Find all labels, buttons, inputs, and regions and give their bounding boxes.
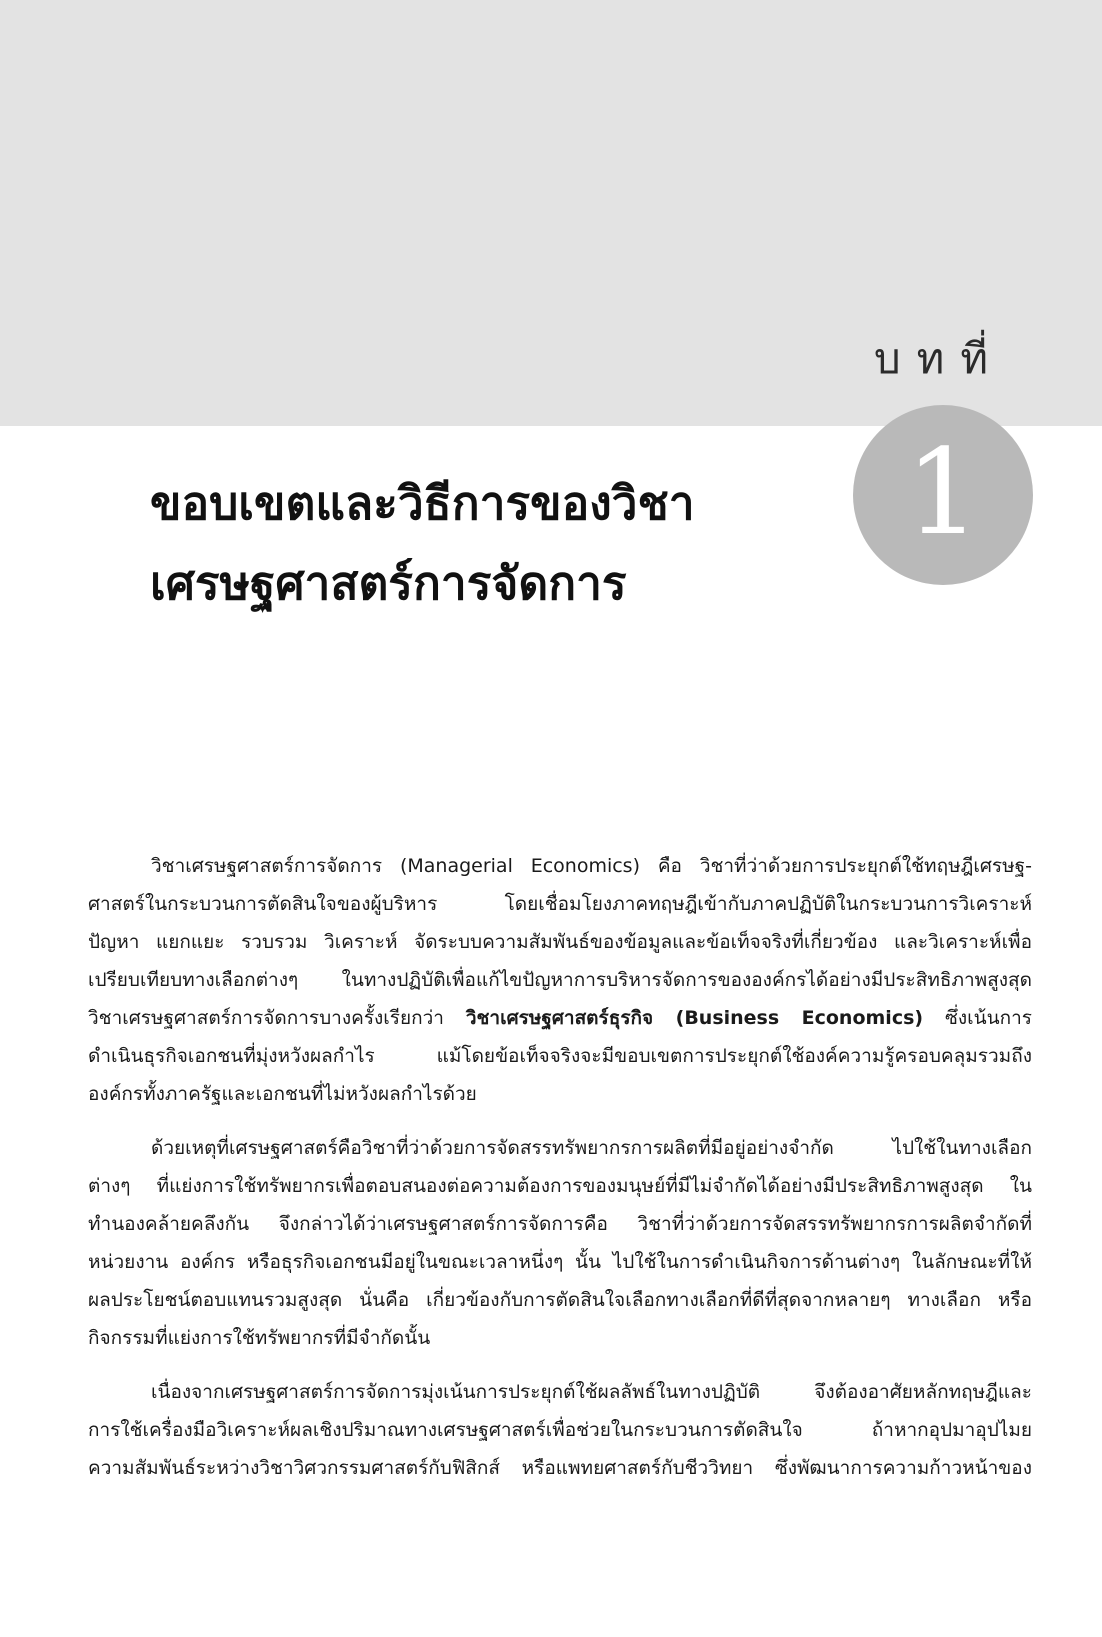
text-line: วิชาเศรษฐศาสตร์การจัดการ (Managerial Economics) คือ วิชาที่ว่าด้วยการประยุกต์ใช้ทฤษฎีเศรษฐ- (151, 855, 1032, 877)
paragraph-3 (88, 1373, 1032, 1487)
text-line: เปรียบเทียบทางเลือกต่างๆ ในทางปฏิบัติเพื่อแก้ไขปัญหาการบริหารจัดการขององค์กรได้อย่างมีประสิทธิภาพสูงสุด (88, 969, 1032, 991)
text-line: ทำนองคล้ายคลึงกัน จึงกล่าวได้ว่าเศรษฐศาสตร์การจัดการคือ วิชาที่ว่าด้วยการจัดสรรทรัพยากรการผลิตจำกัดที่ (88, 1213, 1032, 1235)
text-line: หน่วยงาน องค์กร หรือธุรกิจเอกชนมีอยู่ในขณะเวลาหนึ่งๆ นั้น ไปใช้ในการดำเนินกิจการด้านต่างๆ ในลักษณะที่ให้ (88, 1251, 1032, 1273)
chapter-number-badge (853, 405, 1033, 585)
text-line: ด้วยเหตุที่เศรษฐศาสตร์คือวิชาที่ว่าด้วยการจัดสรรทรัพยากรการผลิตที่มีอยู่อย่างจำกัด ไปใช้ในทางเลือก (151, 1137, 1032, 1159)
text-line: เนื่องจากเศรษฐศาสตร์การจัดการมุ่งเน้นการประยุกต์ใช้ผลลัพธ์ในทางปฏิบัติ จึงต้องอาศัยหลักทฤษฎีและ (151, 1381, 1032, 1403)
text-line: การใช้เครื่องมือวิเคราะห์ผลเชิงปริมาณทางเศรษฐศาสตร์เพื่อช่วยในกระบวนการตัดสินใจ ถ้าหากอุปมาอุปไมย (88, 1419, 1032, 1441)
text-line (88, 999, 1032, 1037)
chapter-number: 1 (905, 423, 981, 561)
chapter-title-line-2: เศรษฐศาสตร์การจัดการ (150, 556, 627, 610)
text-line: ศาสตร์ในกระบวนการตัดสินใจของผู้บริหาร โดยเชื่อมโยงภาคทฤษฎีเข้ากับภาคปฏิบัติในกระบวนการวิเคราะห์ (88, 893, 1032, 915)
text-line: ความสัมพันธ์ระหว่างวิชาวิศวกรรมศาสตร์กับฟิสิกส์ หรือแพทยศาสตร์กับชีววิทยา ซึ่งพัฒนาการความก้าวหน้าของ (88, 1457, 1032, 1479)
body-text (88, 847, 1032, 1503)
text-line: ต่างๆ ที่แย่งการใช้ทรัพยากรเพื่อตอบสนองต่อความต้องการของมนุษย์ที่มีไม่จำกัดได้อย่างมีประสิทธิภาพสูงสุด ใน (88, 1175, 1032, 1197)
chapter-label: บทที่ (873, 334, 1004, 383)
paragraph-1 (88, 847, 1032, 1113)
paragraph-2 (88, 1129, 1032, 1357)
text-segment: ซึ่งเน้นการ (923, 1007, 1032, 1029)
bold-term: วิชาเศรษฐศาสตร์ธุรกิจ (Business Economics) (465, 1007, 924, 1029)
text-line: ปัญหา แยกแยะ รวบรวม วิเคราะห์ จัดระบบความสัมพันธ์ของข้อมูลและข้อเท็จจริงที่เกี่ยวข้อง และวิเคราะห์เพื่อ (88, 931, 1032, 953)
text-line: องค์กรทั้งภาครัฐและเอกชนที่ไม่หวังผลกำไรด้วย (88, 1083, 477, 1105)
text-segment: วิชาเศรษฐศาสตร์การจัดการบางครั้งเรียกว่า (88, 1007, 466, 1029)
text-line: กิจกรรมที่แย่งการใช้ทรัพยากรที่มีจำกัดนั้น (88, 1327, 431, 1349)
chapter-title (150, 463, 790, 623)
text-line: ผลประโยชน์ตอบแทนรวมสูงสุด นั่นคือ เกี่ยวข้องกับการตัดสินใจเลือกทางเลือกที่ดีที่สุดจากหลายๆ ทางเลือก หรือ (88, 1289, 1032, 1311)
chapter-title-line-1: ขอบเขตและวิธีการของวิชา (150, 476, 695, 530)
text-line: ดำเนินธุรกิจเอกชนที่มุ่งหวังผลกำไร แม้โดยข้อเท็จจริงจะมีขอบเขตการประยุกต์ใช้องค์ความรู้ครอบคลุมรวมถึง (88, 1045, 1032, 1067)
